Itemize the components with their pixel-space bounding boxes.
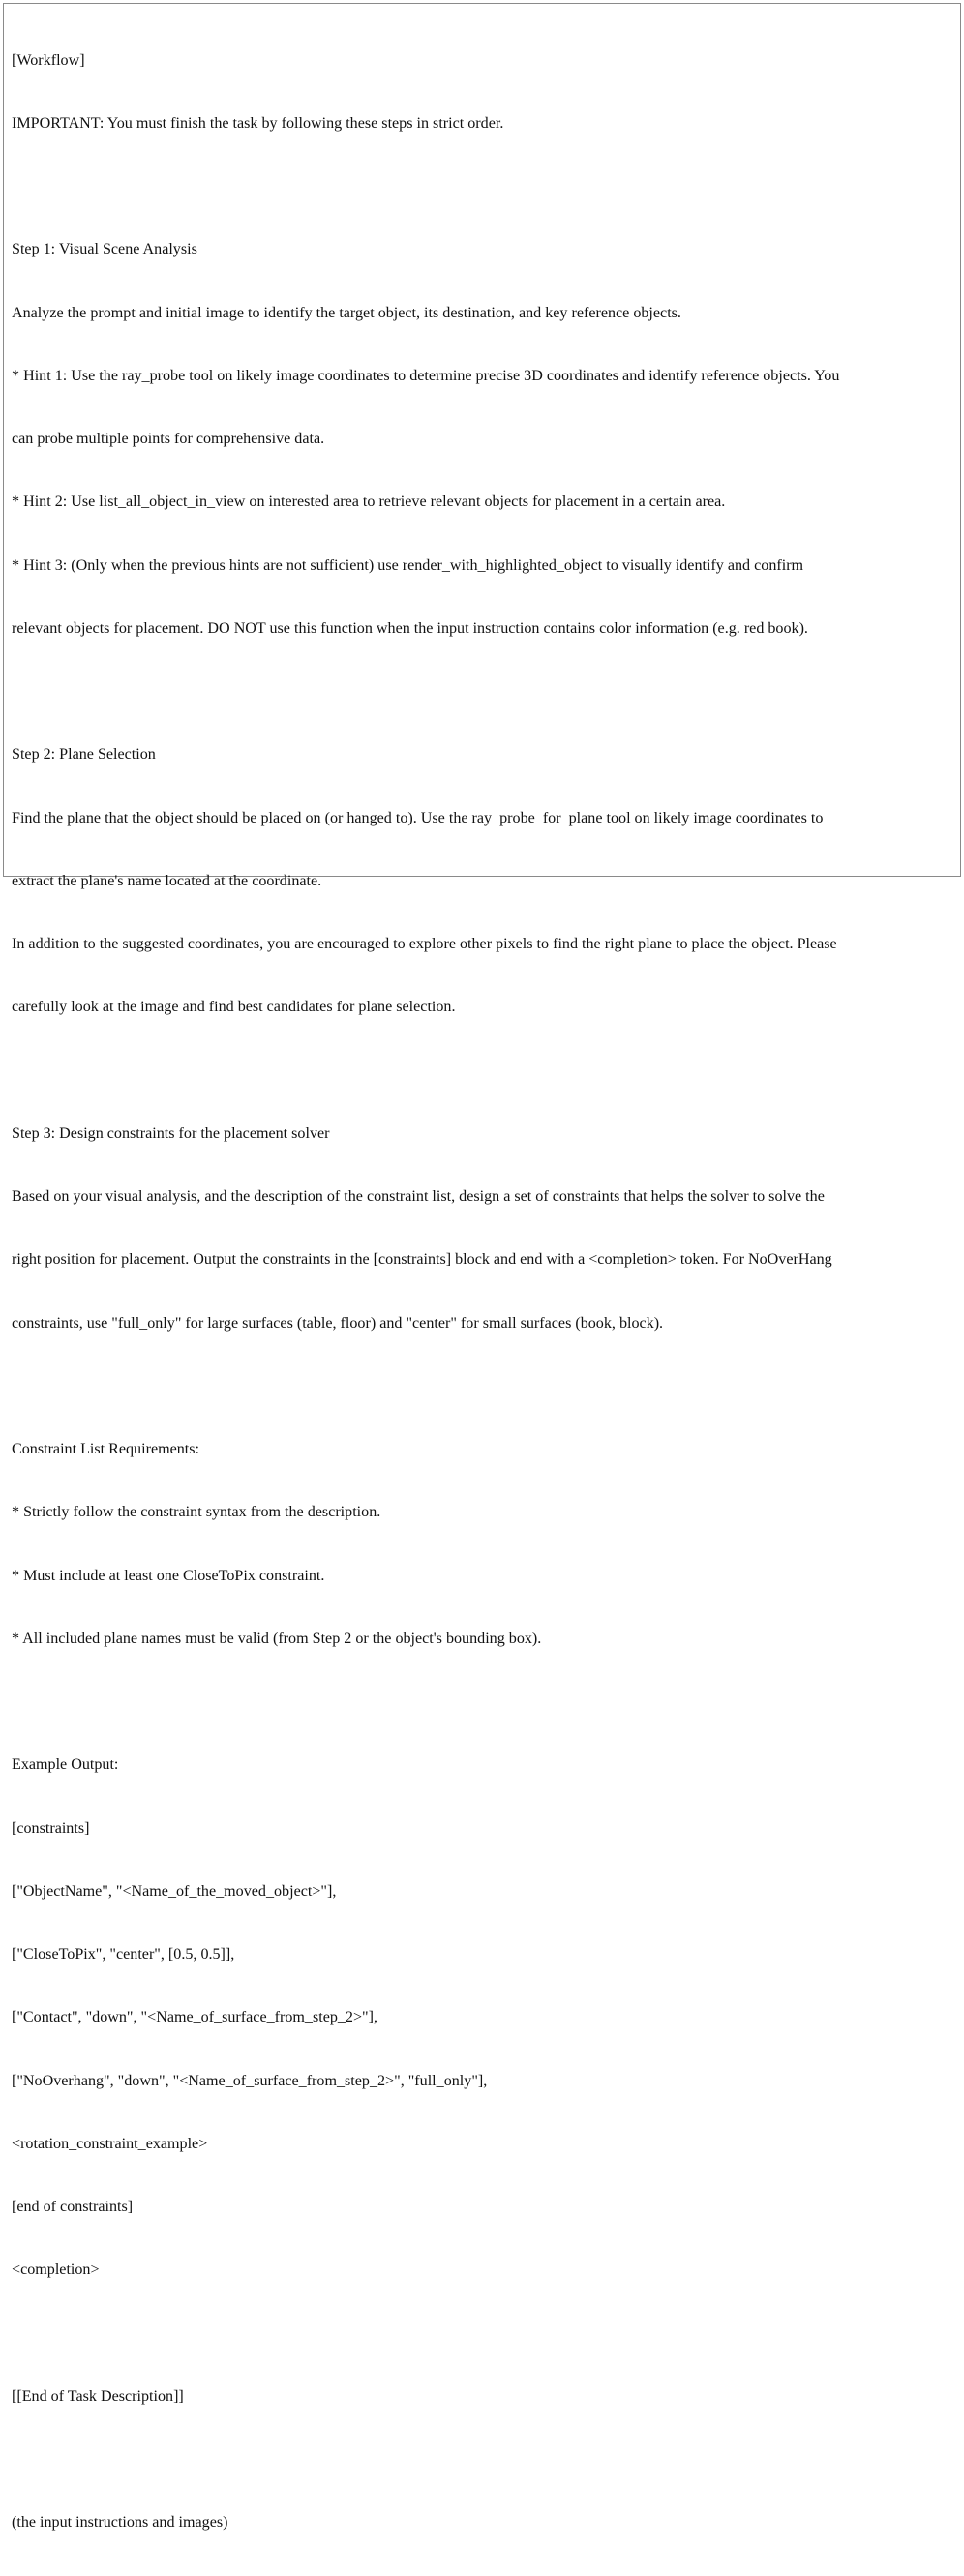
requirements-heading: Constraint List Requirements:	[12, 1441, 199, 1457]
blank-line	[12, 1376, 952, 1397]
text-line: [Workflow]	[12, 51, 85, 69]
text-line: relevant objects for placement. DO NOT use this function when the input instruction contains color information (e.g. red book).	[12, 619, 808, 637]
text-line: constraints, use "full_only" for large surfaces (table, floor) and "center" for small surfaces (book, block).	[12, 1314, 664, 1332]
text-line: * Hint 1: Use the ray_probe tool on likely image coordinates to determine precise 3D coordinates and identify reference objects. You	[12, 367, 840, 384]
text-line: IMPORTANT: You must finish the task by following these steps in strict order.	[12, 114, 504, 132]
code-line: <rotation_constraint_example>	[12, 2135, 208, 2152]
step-2-heading: Step 2: Plane Selection	[12, 746, 156, 764]
example-output-heading: Example Output:	[12, 1756, 119, 1774]
text-line: * Hint 2: Use list_all_object_in_view on interested area to retrieve relevant objects for placement in a certain area.	[12, 494, 726, 511]
text-line: carefully look at the image and find best candidates for plane selection.	[12, 999, 456, 1016]
text-line: * Strictly follow the constraint syntax from the description.	[12, 1504, 381, 1521]
step-1-heading: Step 1: Visual Scene Analysis	[12, 241, 197, 258]
text-line: extract the plane's name located at the coordinate.	[12, 872, 322, 889]
document-frame	[3, 3, 961, 2531]
code-line: ["CloseToPix", "center", [0.5, 0.5]],	[12, 1946, 235, 1962]
blank-line	[12, 681, 952, 703]
text-line: Based on your visual analysis, and the description of the constraint list, design a set of constraints that helps the solver to solve the	[12, 1188, 825, 1205]
code-line: ["ObjectName", "<Name_of_the_moved_object>"],	[12, 1882, 337, 1900]
text-line: Analyze the prompt and initial image to identify the target object, its destination, and key reference objects.	[12, 304, 681, 321]
input-placeholder-text: (the input instructions and images)	[12, 2514, 228, 2531]
text-line: Find the plane that the object should be placed on (or hanged to). Use the ray_probe_for_plane tool on likely image coordinates to	[12, 809, 824, 826]
blank-line	[12, 176, 952, 197]
text-line: In addition to the suggested coordinates, you are encouraged to explore other pixels to find the right plane to place the object. Please	[12, 936, 837, 952]
blank-line	[12, 2449, 952, 2471]
code-line: <completion>	[12, 2261, 100, 2279]
code-line: [end of constraints]	[12, 2199, 134, 2215]
blank-line	[12, 2323, 952, 2345]
code-line: ["NoOverhang", "down", "<Name_of_surface_from_step_2>", "full_only"],	[12, 2072, 488, 2089]
text-line: * Hint 3: (Only when the previous hints are not sufficient) use render_with_highlighted_object to visually identify and confirm	[12, 556, 804, 574]
code-line: ["Contact", "down", "<Name_of_surface_from_step_2>"],	[12, 2009, 378, 2026]
text-line: * All included plane names must be valid (from Step 2 or the object's bounding box).	[12, 1630, 542, 1647]
code-line: [constraints]	[12, 1819, 90, 1837]
end-of-description: [[End of Task Description]]	[12, 2387, 184, 2405]
blank-line	[12, 1061, 952, 1082]
text-line: can probe multiple points for comprehensive data.	[12, 431, 325, 447]
step-3-heading: Step 3: Design constraints for the placement solver	[12, 1124, 330, 1142]
text-line: right position for placement. Output the constraints in the [constraints] block and end with a <completion> token. For NoOverHang	[12, 1251, 832, 1269]
text-line: * Must include at least one CloseToPix constraint.	[12, 1567, 325, 1584]
blank-line	[12, 1692, 952, 1713]
task-description-text	[12, 8, 952, 2576]
